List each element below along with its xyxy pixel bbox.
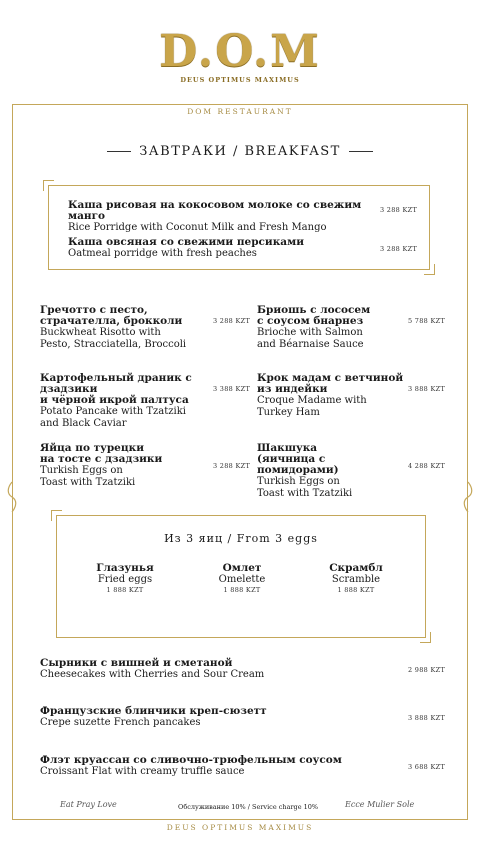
egg-option: Глазунья Fried eggs 1 888 KZT — [96, 562, 154, 594]
footer-left-signature: Eat Pray Love — [60, 800, 117, 809]
right-ornament-icon — [462, 480, 474, 514]
item-price: 3 288 KZT — [213, 462, 251, 470]
eggs-title: Из 3 яиц / From 3 eggs — [164, 532, 318, 545]
menu-item: Флэт круассан со сливочно-трюфельным соусом Croissant Flat with creamy truffle sauce — [40, 754, 342, 777]
section-title: ЗАВТРАКИ / BREAKFAST — [0, 144, 480, 159]
item-price: 4 288 KZT — [408, 462, 446, 470]
frame-label: DOM RESTAURANT — [0, 99, 480, 118]
left-ornament-icon — [6, 480, 18, 514]
item-price: 3 888 KZT — [408, 714, 446, 722]
menu-item: Шакшука (яичница с помидорами) Turkish Eggs on Toast with Tzatziki — [257, 442, 353, 499]
menu-item: Бриошь с лососем с соусом бнарнез Brioche with Salmon and Béarnaise Sauce — [257, 304, 371, 350]
item-price: 5 788 KZT — [408, 317, 446, 325]
egg-option: Омлет Omelette 1 888 KZT — [218, 562, 266, 594]
logo-subtitle: DEUS OPTIMUS MAXIMUS — [180, 76, 300, 84]
bottom-label: DEUS OPTIMUS MAXIMUS — [0, 815, 480, 834]
item-price: 3 288 KZT — [380, 245, 418, 253]
service-charge: Обслуживание 10% / Service charge 10% — [178, 803, 319, 811]
logo-title: D.O.M — [159, 26, 321, 77]
item-price: 3 288 KZT — [213, 317, 251, 325]
menu-item: Французские блинчики креп-сюзетт Crepe suzette French pancakes — [40, 705, 267, 728]
menu-item: Картофельный драник с дзадзики и чёрной икрой палтуса Potato Pancake with Tzatziki and Black Caviar — [40, 372, 192, 429]
menu-item: Каша рисовая на кокосовом молоке со свежим манго Rice Porridge with Coconut Milk and Fresh Mango — [68, 199, 362, 233]
item-price: 2 988 KZT — [408, 666, 446, 674]
egg-option: Скрамбл Scramble 1 888 KZT — [329, 562, 383, 594]
menu-item: Яйца по турецки на тосте с дзадзики Turkish Eggs on Toast with Tzatziki — [40, 442, 163, 488]
item-price: 3 388 KZT — [213, 385, 251, 393]
menu-item: Каша овсяная со свежими персиками Oatmeal porridge with fresh peaches — [68, 236, 305, 259]
item-price: 3 888 KZT — [408, 385, 446, 393]
footer-right-signature: Ecce Mulier Sole — [345, 800, 415, 809]
menu-item: Гречотто с песто, страчателла, брокколи Buckwheat Risotto with Pesto, Stracciatella, Broccoli — [40, 304, 187, 350]
menu-item: Сырники с вишней и сметаной Cheesecakes with Cherries and Sour Cream — [40, 657, 265, 680]
item-price: 3 288 KZT — [380, 206, 418, 214]
item-price: 3 688 KZT — [408, 763, 446, 771]
menu-item: Крок мадам с ветчиной из индейки Croque Madame with Turkey Ham — [257, 372, 404, 418]
